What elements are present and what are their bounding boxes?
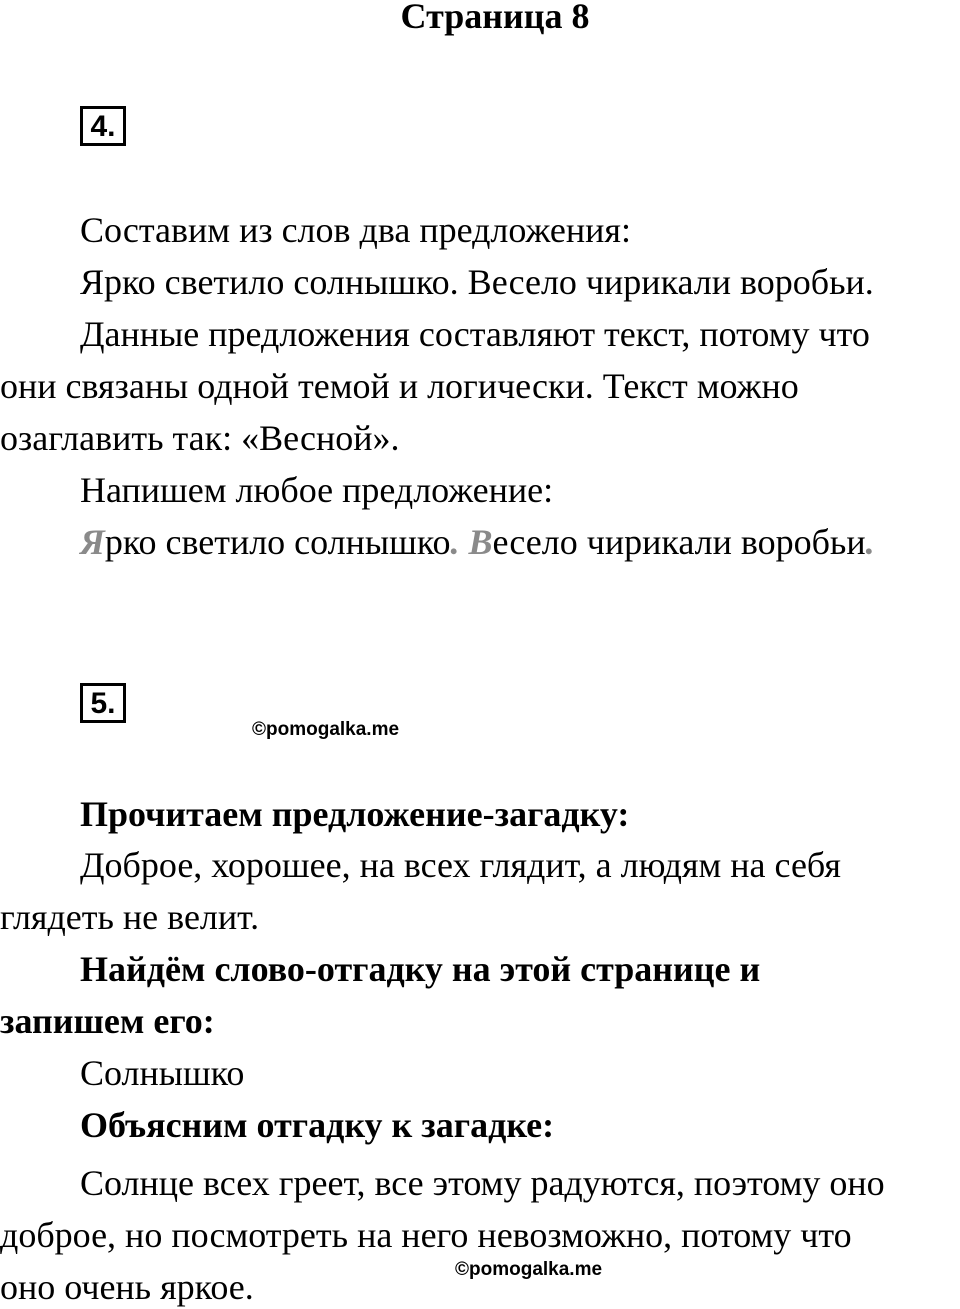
task-4-explanation-line-3: озаглавить так: «Весной». bbox=[0, 418, 400, 458]
task-5-explanation-line-3: оно очень яркое. bbox=[0, 1267, 254, 1307]
task-5-explain-heading: Объясним отгадку к загадке: bbox=[80, 1105, 555, 1145]
task-5-explanation-line-2: доброе, но посмотреть на него невозможно, потому что bbox=[0, 1215, 852, 1255]
highlighted-capital: В bbox=[468, 522, 493, 562]
footer-watermark: ©pomogalka.me bbox=[455, 1259, 603, 1280]
task-4-write-instruction: Напишем любое предложение: bbox=[80, 470, 554, 510]
task-5-read-heading: Прочитаем предложение-загадку: bbox=[80, 794, 630, 834]
task-4-number-box: 4. bbox=[80, 106, 126, 146]
sentence-text: рко светило солнышко bbox=[104, 522, 451, 562]
task-5-explanation-line-1: Солнце всех греет, все этому радуются, поэтому оно bbox=[80, 1163, 885, 1203]
task-4-explanation-line-1: Данные предложения составляют текст, потому что bbox=[80, 314, 870, 354]
task-4-sentences: Ярко светило солнышко. Весело чирикали воробьи. bbox=[80, 262, 874, 302]
task-5-riddle-line-2: глядеть не велит. bbox=[0, 897, 260, 937]
sentence-text: есело чирикали воробьи bbox=[492, 522, 866, 562]
highlighted-period: . bbox=[450, 522, 460, 562]
task-5-number-box: 5. bbox=[80, 683, 126, 723]
task-4-highlighted-sentences bbox=[80, 520, 875, 564]
task-5-find-heading-line-1: Найдём слово-отгадку на этой странице и bbox=[80, 949, 761, 989]
task-4-intro: Составим из слов два предложения: bbox=[80, 210, 631, 250]
task-5-answer: Солнышко bbox=[80, 1053, 245, 1093]
watermark: ©pomogalka.me bbox=[252, 719, 400, 740]
task-4-explanation-line-2: они связаны одной темой и логически. Текст можно bbox=[0, 366, 799, 406]
page-title: Страница 8 bbox=[400, 0, 590, 36]
task-5-riddle-line-1: Доброе, хорошее, на всех глядит, а людям на себя bbox=[80, 845, 841, 885]
highlighted-period: . bbox=[865, 522, 875, 562]
task-5-find-heading-line-2: запишем его: bbox=[0, 1001, 215, 1041]
highlighted-capital: Я bbox=[80, 522, 105, 562]
